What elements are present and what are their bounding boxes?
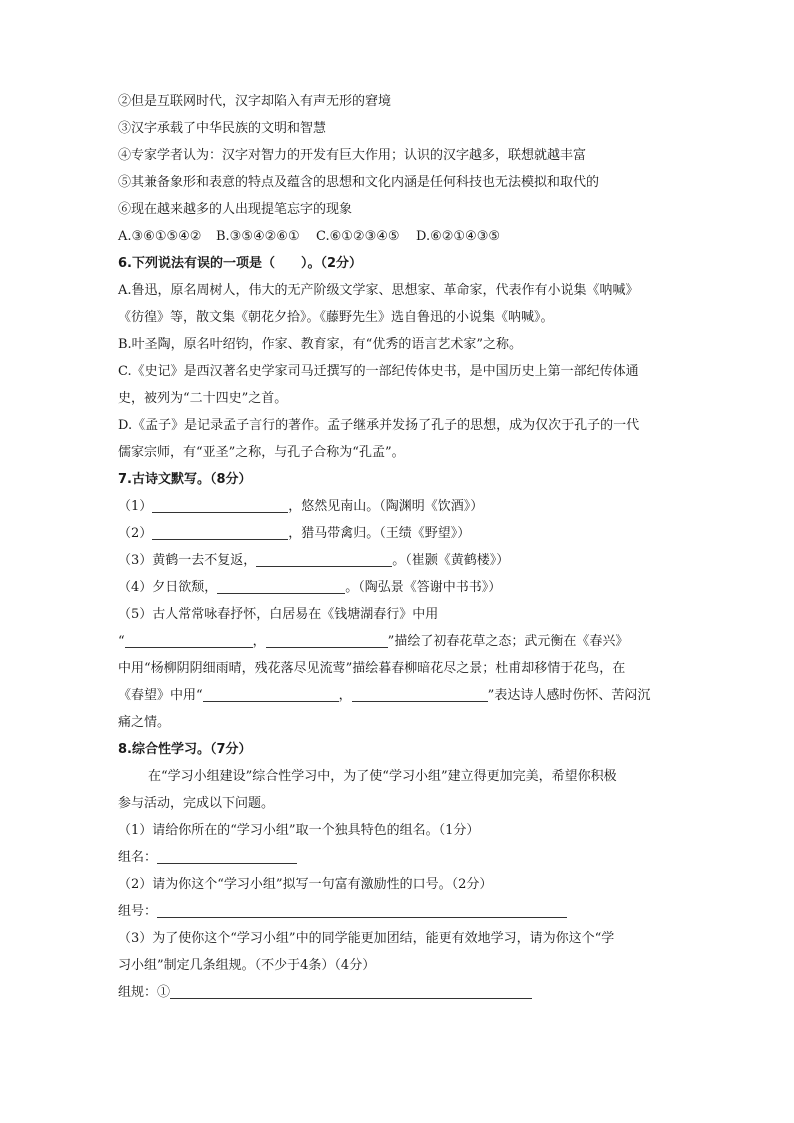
q6-option-a-line2: 《彷徨》等，散文集《朝花夕拾》。《藤野先生》选自鲁迅的小说集《呐喊》。 <box>118 310 554 325</box>
q7-1-suffix: ，悠然见南山。（陶渊明《饮酒》） <box>288 499 484 514</box>
answer-blank[interactable] <box>217 578 345 594</box>
exam-page <box>118 88 688 1006</box>
q7-3-suffix: 。（崔颢《黄鹤楼》） <box>392 553 510 568</box>
item-5: ⑤其兼备象形和表意的特点及蕴含的思想和文化内涵是任何科技也无法模拟和取代的 <box>118 175 600 190</box>
q6-title: 6.下列说法有误的一项是（ ）。（2分） <box>118 256 363 271</box>
q7-line-5: （5）古人常常咏春抒怀，白居易在《钱塘湖春行》中用 <box>118 607 439 622</box>
q7-3-prefix: （3）黄鹤一去不复返， <box>118 553 257 568</box>
q7-line-7: 中用“杨柳阴阴细雨晴，残花落尽见流莺”描绘暮春柳暗花尽之景；杜甫却移情于花鸟，在 <box>118 661 626 676</box>
item-3: ③汉字承载了中华民族的文明和智慧 <box>118 121 327 136</box>
answer-blank[interactable] <box>256 551 392 567</box>
q8-intro-line1: 在“学习小组建设”综合性学习中，为了使“学习小组”建立得更加完美，希望你积极 <box>148 769 617 784</box>
q6-option-c-line2: 史，被列为“二十四史”之首。 <box>118 391 288 406</box>
slogan-label: 组号： <box>118 904 158 919</box>
rules-blank[interactable] <box>170 983 532 999</box>
q7-4-suffix: 。（陶弘景《答谢中书书》） <box>345 580 502 595</box>
q7-4-prefix: （4）夕日欲颓， <box>118 580 218 595</box>
comma: ， <box>338 688 352 703</box>
item-2: ②但是互联网时代，汉字却陷入有声无形的窘境 <box>118 94 392 109</box>
slogan-blank[interactable] <box>157 902 567 918</box>
group-name-label: 组名： <box>118 850 158 865</box>
q8-sub2: （2）请为你这个“学习小组”拟写一句富有激励性的口号。（2分） <box>118 877 493 892</box>
q8-sub1: （1）请给你所在的“学习小组”取一个独具特色的组名。（1分） <box>118 823 480 838</box>
q5-options <box>118 223 688 250</box>
option-b: B.③⑤④②⑥① <box>216 229 300 244</box>
answer-blank[interactable] <box>152 524 288 540</box>
q8-sub2-answer <box>118 898 688 925</box>
q7-line-3 <box>118 547 688 574</box>
q8-sub3-line1: （3）为了使你这个“学习小组”中的同学能更加团结，能更有效地学习，请为你这个“学 <box>118 931 615 946</box>
q7-2-prefix: （2） <box>118 526 153 541</box>
q8-sub1-answer <box>118 844 688 871</box>
answer-blank[interactable] <box>125 632 253 648</box>
q7-line-6 <box>118 628 688 655</box>
q6-option-a-line1: A.鲁迅，原名周树人，伟大的无产阶级文学家、思想家、革命家，代表作有小说集《呐喊》 <box>118 283 639 298</box>
q6-option-d-line1: D.《孟子》是记录孟子言行的著作。孟子继承并发扬了孔子的思想，成为仅次于孔子的一代 <box>118 418 640 433</box>
q7-line-1 <box>118 493 688 520</box>
q7-6-suffix: ”描绘了初春花草之态；武元衡在《春兴》 <box>387 634 629 649</box>
q7-2-suffix: ，猎马带禽归。（王绩《野望》） <box>288 526 471 541</box>
q8-intro-line2: 参与活动，完成以下问题。 <box>118 796 275 811</box>
q8-title: 8.综合性学习。（7分） <box>118 742 252 757</box>
q7-line-2 <box>118 520 688 547</box>
q6-option-b: B.叶圣陶，原名叶绍钧，作家、教育家，有“优秀的语言艺术家”之称。 <box>118 337 522 352</box>
q7-title: 7.古诗文默写。（8分） <box>118 472 252 487</box>
answer-blank[interactable] <box>352 686 488 702</box>
q7-1-prefix: （1） <box>118 499 153 514</box>
q7-line-9: 痛之情。 <box>118 715 171 730</box>
option-d: D.⑥②①④③⑤ <box>416 229 501 244</box>
answer-blank[interactable] <box>266 632 388 648</box>
q7-line-4 <box>118 574 688 601</box>
q6-option-d-line2: 儒家宗师，有“亚圣”之称，与孔子合称为“孔孟”。 <box>118 445 405 460</box>
quote-open: “ <box>118 634 125 649</box>
q6-option-c-line1: C.《史记》是西汉著名史学家司马迁撰写的一部纪传体史书，是中国历史上第一部纪传体通 <box>118 364 639 379</box>
option-a: A.③⑥①⑤④② <box>118 229 202 244</box>
option-c: C.⑥①②③④⑤ <box>316 229 400 244</box>
q7-line-8 <box>118 682 688 709</box>
item-4: ④专家学者认为：汉字对智力的开发有巨大作用；认识的汉字越多，联想就越丰富 <box>118 148 587 163</box>
q8-sub3-line2: 习小组”制定几条组规。（不少于4条）（4分） <box>118 958 376 973</box>
q7-8-suffix: ”表达诗人感时伤怀、苦闷沉 <box>487 688 651 703</box>
answer-blank[interactable] <box>203 686 339 702</box>
rules-label: 组规：① <box>118 985 171 1000</box>
q7-8-prefix: 《春望》中用“ <box>118 688 203 703</box>
group-name-blank[interactable] <box>157 848 297 864</box>
answer-blank[interactable] <box>152 497 288 513</box>
comma: ， <box>252 634 266 649</box>
item-6: ⑥现在越来越多的人出现提笔忘字的现象 <box>118 202 353 217</box>
q8-sub3-answer <box>118 979 688 1006</box>
